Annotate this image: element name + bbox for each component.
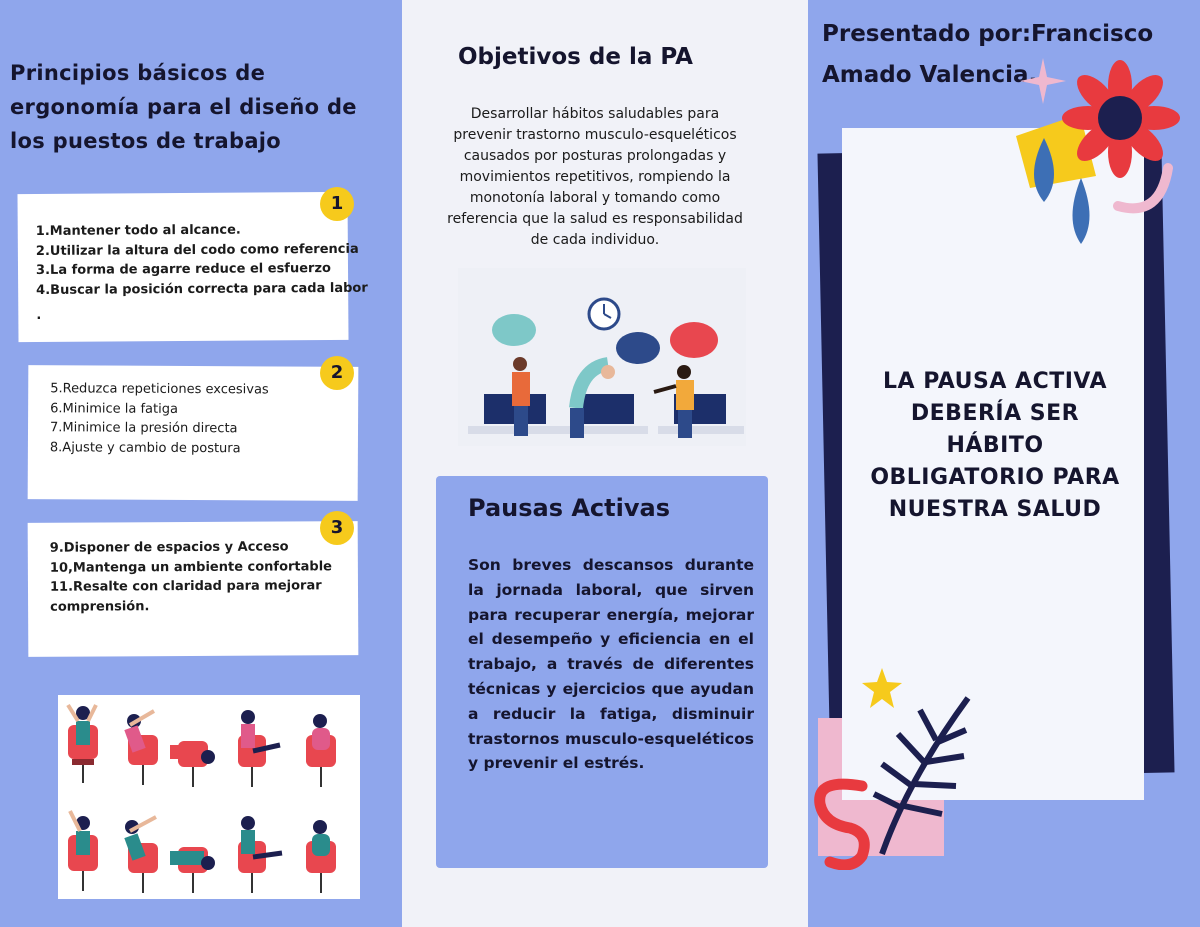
chair-exercises-illustration xyxy=(58,695,360,899)
exercise-figure xyxy=(124,817,158,893)
presented-by: Presentado por:Francisco Amado Valencia. xyxy=(822,21,1154,88)
list-item: 6.Minimice la fatiga xyxy=(50,400,178,417)
principles-card-2 xyxy=(28,365,359,501)
exercise-figure xyxy=(124,711,158,785)
speech-bubble xyxy=(670,322,718,358)
speech-bubble xyxy=(616,332,660,364)
office-worker xyxy=(468,357,568,436)
exercise-figure xyxy=(68,705,98,783)
objectives-text: Desarrollar hábitos saludables para prevenir trastorno musculo-esqueléticos causados por posturas prolongadas y movimientos repetitivos, rompiendo la monotonía laboral y tomando como referencia que la salud es responsabilidad de cada individuo. xyxy=(447,106,743,248)
drop-icon xyxy=(1024,138,1064,204)
objectives-title: Objetivos de la PA xyxy=(458,44,693,70)
list-item: 8.Ajuste y cambio de postura xyxy=(49,439,241,456)
list-item: 5.Reduzca repeticiones excesivas xyxy=(50,381,269,398)
trailing-dot: . xyxy=(36,307,42,324)
exercise-figure xyxy=(238,816,282,893)
speech-bubble xyxy=(492,314,536,346)
office-worker xyxy=(566,364,648,438)
pausas-text: Son breves descansos durante la jornada laboral, que sirven para recuperar energía, mejorar el desempeño y eficiencia en el trabajo, a través de diferentes técnicas y ejercicios que ayudan a reducir la fatiga, disminuir trastornos musculo-esqueléticos y prevenir el estrés. xyxy=(468,556,754,773)
office-stretching-illustration xyxy=(458,268,746,446)
exercise-figure xyxy=(238,710,280,787)
office-worker xyxy=(654,365,744,438)
clock-icon xyxy=(589,299,619,329)
squiggle-shape xyxy=(806,778,874,870)
exercise-figure xyxy=(68,811,98,891)
motto-text: LA PAUSA ACTIVA DEBERÍA SER HÁBITO OBLIGATORIO PARA NUESTRA SALUD xyxy=(870,369,1120,522)
list-item: 7.Minimice la presión directa xyxy=(49,420,238,437)
badge-1: 1 xyxy=(320,187,354,221)
ergonomics-title: Principios básicos de ergonomía para el diseño de los puestos de trabajo xyxy=(10,61,357,153)
sparkle-icon xyxy=(1020,58,1066,104)
exercise-figure xyxy=(170,741,215,787)
drop-icon xyxy=(1064,178,1098,246)
list-item: 3.La forma de agarre reduce el esfuerzo xyxy=(35,260,331,279)
leaf-icon xyxy=(868,690,978,860)
badge-3: 3 xyxy=(320,511,354,545)
list-item: 4.Buscar la posición correcta para cada labor xyxy=(36,280,368,298)
list-item: 9.Disponer de espacios y Acceso xyxy=(49,539,289,556)
exercise-figure xyxy=(306,714,336,787)
exercise-figure xyxy=(306,820,336,893)
exercise-figure xyxy=(170,847,215,893)
list-item: 10,Mantenga un ambiente confortable xyxy=(49,558,333,576)
list-item: 1.Mantener todo al alcance. xyxy=(35,222,241,240)
pausas-title: Pausas Activas xyxy=(468,494,670,522)
principles-card-3 xyxy=(28,521,359,657)
badge-2: 2 xyxy=(320,356,354,390)
principles-card-1 xyxy=(17,192,368,342)
list-item: 2.Utilizar la altura del codo como referencia xyxy=(35,241,359,259)
list-item: 11.Resalte con claridad para mejorar comprensión. xyxy=(49,578,322,615)
